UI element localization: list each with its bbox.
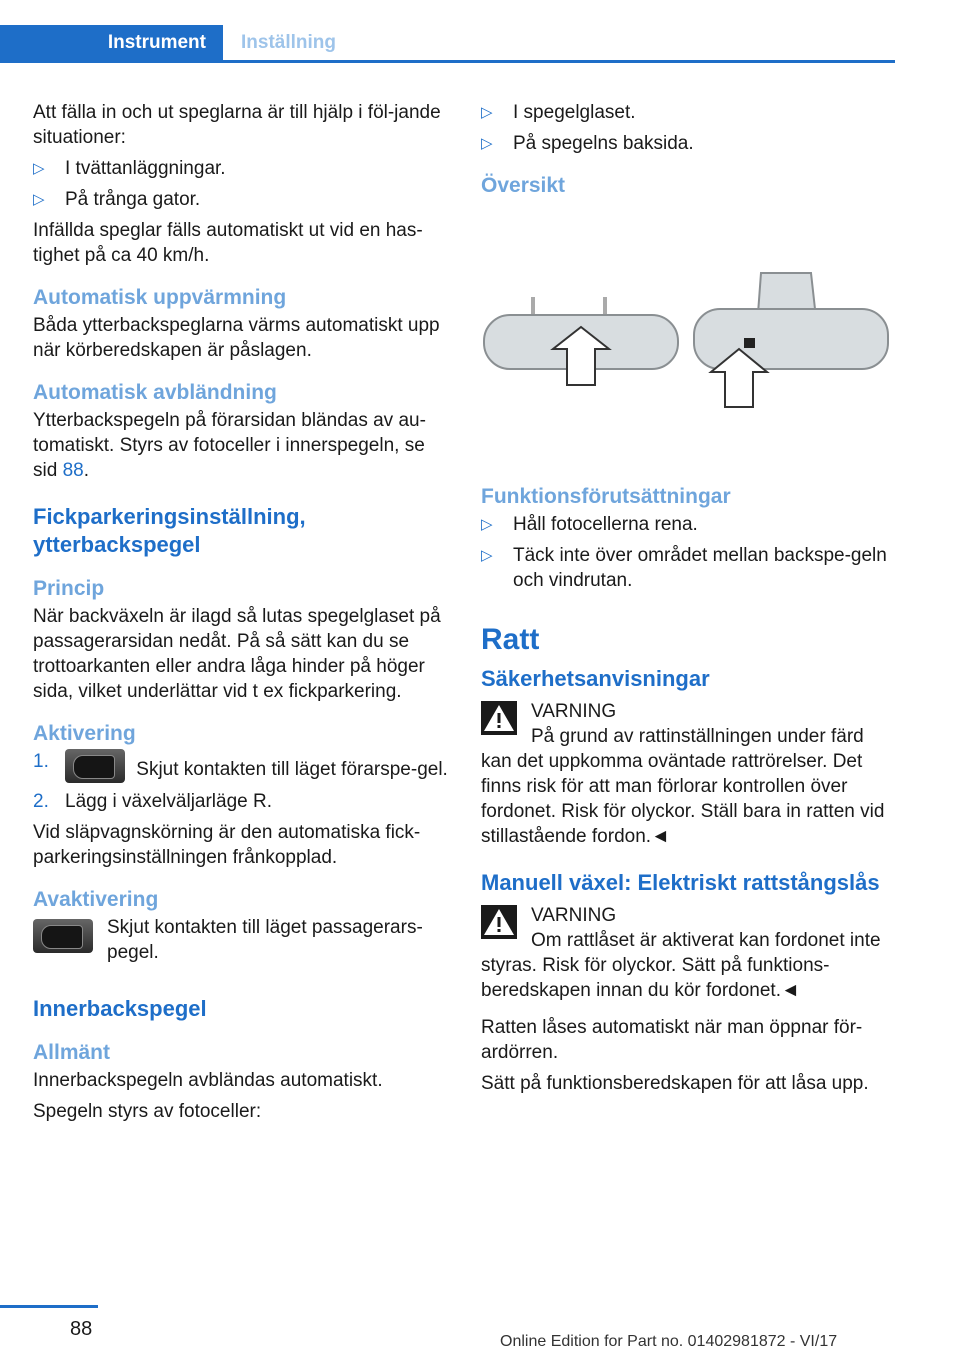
heading-inner-mirror: Innerbackspegel	[33, 996, 207, 1021]
tab-instrument[interactable]: Instrument	[0, 25, 223, 60]
heading-parking: Fickparkeringsinställning, ytterbackspegel	[33, 504, 306, 557]
bullet-triangle-icon: ▷	[33, 191, 45, 208]
page-link[interactable]: 88	[62, 460, 84, 481]
heading-activation: Aktivering	[33, 722, 136, 745]
mirror-switch-icon	[65, 749, 125, 783]
mirror-figure	[481, 217, 896, 467]
warning-text: På grund av rattinställningen under färd kan det uppkomma oväntade rattrörelser. Det finns risk för att man förlorar kontrollen över fordonet. Risk för olyckor. Ställ bara in ratten vid stillastående fordon.◄	[481, 726, 885, 847]
list-item: ▷ På trånga gator.	[33, 189, 201, 210]
heading-heating: Automatisk uppvärmning	[33, 286, 287, 309]
folded-text: Infällda speglar fälls automatiskt ut vid en has-tighet på ca 40 km/h.	[33, 220, 423, 266]
list-item: 1. Skjut kontakten till läget förarspe-gel.	[33, 749, 448, 783]
deactivation-block: Skjut kontakten till läget passagerars-pegel.	[33, 915, 448, 975]
bullet-triangle-icon: ▷	[481, 104, 493, 121]
list-item: ▷ I spegelglaset.	[481, 102, 636, 123]
general-text: Innerbackspegeln avbländas automatiskt.	[33, 1070, 383, 1091]
page-number: 88	[70, 1318, 93, 1340]
warning-block	[481, 699, 896, 849]
mirror-switch-icon	[33, 919, 93, 953]
dimming-text: Ytterbackspegeln på förarsidan bländas av au-tomatiskt. Styrs av fotoceller i innerspegeln, se sid 88.	[33, 410, 426, 481]
rearview-mirror-illustration	[481, 217, 896, 467]
header-rule	[0, 60, 895, 63]
bullet-triangle-icon: ▷	[481, 135, 493, 152]
warning-text: Om rattlåset är aktiverat kan fordonet inte styras. Risk för olyckor. Sätt på funktions-beredskapen innan du kör fordonet.◄	[481, 930, 881, 1001]
lock-text: Sätt på funktionsberedskapen för att låsa upp.	[481, 1073, 869, 1094]
trailer-text: Vid släpvagnskörning är den automatiska fick-parkeringsinställningen frånkopplad.	[33, 822, 421, 868]
bullet-triangle-icon: ▷	[33, 160, 45, 177]
warning-title: VARNING	[531, 701, 617, 722]
heading-conditions: Funktionsförutsättningar	[481, 485, 731, 508]
heading-wheel: Ratt	[481, 623, 540, 656]
footer-rule	[0, 1305, 98, 1308]
list-item: ▷ I tvättanläggningar.	[33, 158, 226, 179]
edition-note: Online Edition for Part no. 01402981872 - VI/17	[500, 1333, 838, 1350]
heading-principle: Princip	[33, 577, 105, 600]
intro-text: Att fälla in och ut speglarna är till hjälp i föl-jande situationer:	[33, 102, 441, 148]
heading-dimming: Automatisk avbländning	[33, 381, 277, 404]
heating-text: Båda ytterbackspeglarna värms automatiskt upp när körberedskapen är påslagen.	[33, 315, 440, 361]
list-item: ▷ Täck inte över området mellan backspe-geln och vindrutan.	[481, 545, 887, 591]
list-item: ▷ Håll fotocellerna rena.	[481, 514, 698, 535]
right-column	[481, 100, 896, 1102]
warning-block	[481, 903, 896, 1003]
principle-text: När backväxeln är ilagd så lutas spegelglaset på passagerarsidan nedåt. På så sätt kan du se trottoarkanten eller andra låga hinder på höger sida, vilket underlättar vid t ex fickparkering.	[33, 606, 441, 702]
bullet-triangle-icon: ▷	[481, 516, 493, 533]
heading-safety: Säkerhetsanvisningar	[481, 666, 710, 691]
left-column	[33, 100, 448, 1130]
heading-general: Allmänt	[33, 1041, 111, 1064]
lock-text: Ratten låses automatiskt när man öppnar för-ardörren.	[481, 1017, 863, 1063]
warning-triangle-icon	[481, 701, 517, 735]
warning-triangle-icon	[481, 905, 517, 939]
header-tabs	[0, 25, 895, 63]
heading-manual: Manuell växel: Elektriskt rattstångslås	[481, 870, 880, 895]
bullet-triangle-icon: ▷	[481, 547, 493, 564]
heading-deactivation: Avaktivering	[33, 888, 159, 911]
list-item: 2. Lägg i växelväljarläge R.	[33, 791, 273, 812]
tab-installning[interactable]: Inställning	[241, 31, 336, 53]
warning-title: VARNING	[531, 905, 617, 926]
list-item: ▷ På spegelns baksida.	[481, 133, 694, 154]
general-text: Spegeln styrs av fotoceller:	[33, 1101, 262, 1122]
heading-overview: Översikt	[481, 174, 566, 197]
